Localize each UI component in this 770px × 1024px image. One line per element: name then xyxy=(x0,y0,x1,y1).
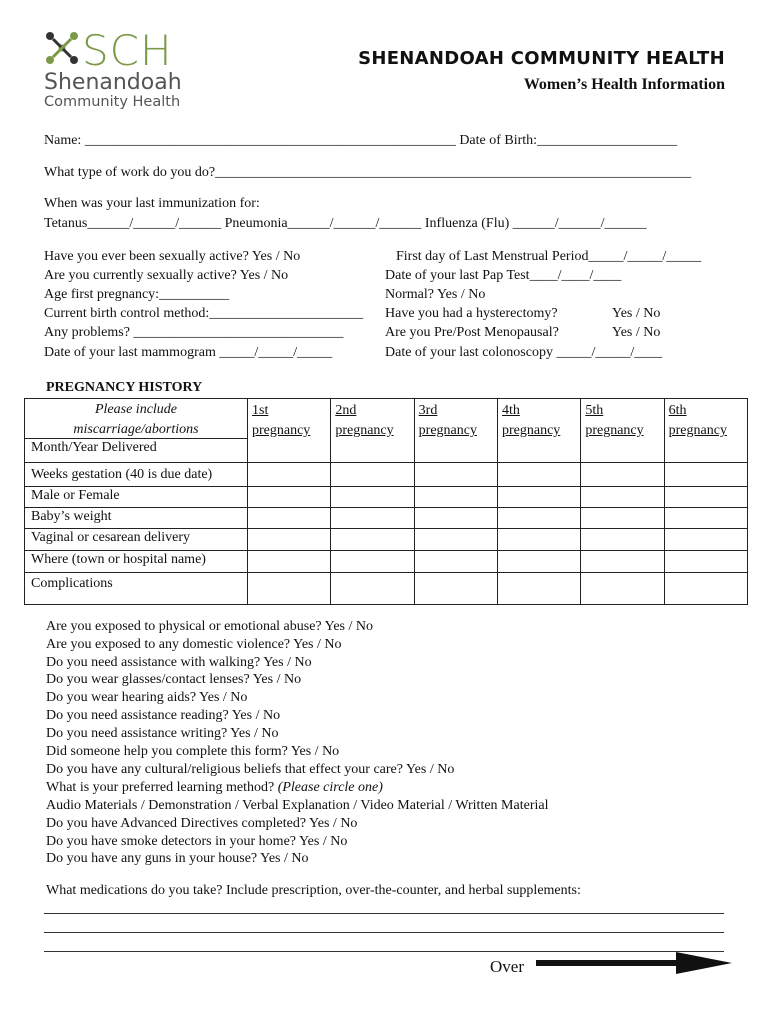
hysterectomy-answer[interactable]: Yes / No xyxy=(612,306,661,321)
question[interactable]: Do you have Advanced Directives completed? Yes / No xyxy=(46,816,358,831)
table-cell[interactable] xyxy=(581,551,664,573)
org-title: SHENANDOAH COMMUNITY HEALTH xyxy=(358,48,725,69)
table-cell[interactable] xyxy=(581,508,664,529)
learning-question xyxy=(46,779,383,796)
table-cell[interactable] xyxy=(248,463,331,487)
table-cell[interactable] xyxy=(331,573,414,605)
left-question[interactable]: Have you ever been sexually active? Yes / No xyxy=(44,249,301,264)
table-cell[interactable] xyxy=(664,463,747,487)
right-question[interactable]: Date of your last colonoscopy _____/_____/____ xyxy=(385,345,663,360)
column-header: 4th pregnancy xyxy=(497,399,580,463)
medications-question: What medications do you take? Include prescription, over-the-counter, and herbal supplements: xyxy=(46,883,581,898)
column-header: 6th pregnancy xyxy=(664,399,747,463)
table-cell[interactable] xyxy=(497,529,580,551)
table-cell[interactable] xyxy=(414,487,497,508)
question[interactable]: Do you have any cultural/religious beliefs that effect your care? Yes / No xyxy=(46,762,455,777)
right-question[interactable]: Date of your last Pap Test____/____/____ xyxy=(385,268,622,283)
left-question[interactable]: Date of your last mammogram _____/_____/_____ xyxy=(44,345,333,360)
question[interactable]: Do you wear hearing aids? Yes / No xyxy=(46,690,248,705)
table-cell[interactable] xyxy=(664,487,747,508)
row-label: Vaginal or cesarean delivery xyxy=(25,529,248,551)
table-row xyxy=(25,573,748,605)
arrow-right-icon xyxy=(536,952,732,974)
table-cell[interactable] xyxy=(331,529,414,551)
table-cell[interactable] xyxy=(664,508,747,529)
logo xyxy=(44,30,80,66)
row-label: Complications xyxy=(25,573,248,605)
table-cell[interactable] xyxy=(248,487,331,508)
immunization-question: When was your last immunization for: xyxy=(44,196,260,211)
table-cell[interactable] xyxy=(497,463,580,487)
left-question[interactable]: Any problems? ______________________________ xyxy=(44,325,344,340)
column-header: 1st pregnancy xyxy=(248,399,331,463)
logo-initials: SCH xyxy=(82,26,173,75)
table-cell[interactable] xyxy=(497,508,580,529)
logo-mark-icon xyxy=(44,30,80,66)
row-label: Month/Year Delivered xyxy=(25,439,248,463)
table-cell[interactable] xyxy=(414,551,497,573)
right-question[interactable]: First day of Last Menstrual Period_____/_____/_____ xyxy=(396,249,702,264)
right-question: Are you Pre/Post Menopausal? xyxy=(385,325,559,340)
table-cell[interactable] xyxy=(331,508,414,529)
logo-subtitle: Community Health xyxy=(44,94,181,110)
table-cell[interactable] xyxy=(414,529,497,551)
table-cell[interactable] xyxy=(581,573,664,605)
table-cell[interactable] xyxy=(497,573,580,605)
menopausal-answer[interactable]: Yes / No xyxy=(612,325,661,340)
medications-line[interactable] xyxy=(44,913,724,914)
right-question[interactable]: Normal? Yes / No xyxy=(385,287,486,302)
row-label: Weeks gestation (40 is due date) xyxy=(25,463,248,487)
table-cell[interactable] xyxy=(414,573,497,605)
right-question: Have you had a hysterectomy? xyxy=(385,306,558,321)
table-cell[interactable] xyxy=(581,487,664,508)
left-question[interactable]: Are you currently sexually active? Yes / No xyxy=(44,268,289,283)
logo-name: Shenandoah xyxy=(44,70,182,95)
note-line: miscarriage/abortions xyxy=(73,422,199,437)
table-cell[interactable] xyxy=(664,529,747,551)
question[interactable]: Do you have any guns in your house? Yes / No xyxy=(46,851,309,866)
pregnancy-history-title: PREGNANCY HISTORY xyxy=(46,380,203,395)
question[interactable]: Do you wear glasses/contact lenses? Yes / No xyxy=(46,672,302,687)
table-cell[interactable] xyxy=(331,551,414,573)
learning-options[interactable]: Audio Materials / Demonstration / Verbal Explanation / Video Material / Written Material xyxy=(46,798,549,813)
table-cell[interactable] xyxy=(331,487,414,508)
medications-line[interactable] xyxy=(44,932,724,933)
note-line: Please include xyxy=(94,402,178,417)
table-cell[interactable] xyxy=(581,529,664,551)
name-dob-field[interactable]: Name: _____________________________________________________ Date of Birth:____________________ xyxy=(44,133,678,148)
left-question[interactable]: Current birth control method:______________________ xyxy=(44,306,364,321)
work-field[interactable]: What type of work do you do?____________________________________________________________________ xyxy=(44,165,692,180)
table-cell[interactable] xyxy=(248,551,331,573)
question[interactable]: Do you need assistance writing? Yes / No xyxy=(46,726,279,741)
table-cell[interactable] xyxy=(581,463,664,487)
over-label: Over xyxy=(490,957,524,976)
table-cell[interactable] xyxy=(248,529,331,551)
learning-instruction: (Please circle one) xyxy=(277,780,383,795)
table-header-row xyxy=(25,399,748,439)
question[interactable]: Do you have smoke detectors in your home? Yes / No xyxy=(46,834,348,849)
left-question[interactable]: Age first pregnancy:__________ xyxy=(44,287,230,302)
question[interactable]: Are you exposed to physical or emotional abuse? Yes / No xyxy=(46,619,373,634)
table-cell[interactable] xyxy=(248,508,331,529)
learning-question-text: What is your preferred learning method? xyxy=(46,780,278,795)
column-header: 2nd pregnancy xyxy=(331,399,414,463)
table-row xyxy=(25,529,748,551)
table-row xyxy=(25,551,748,573)
table-row xyxy=(25,463,748,487)
column-header: 3rd pregnancy xyxy=(414,399,497,463)
row-label: Male or Female xyxy=(25,487,248,508)
table-cell[interactable] xyxy=(414,463,497,487)
table-cell[interactable] xyxy=(497,487,580,508)
table-cell[interactable] xyxy=(248,573,331,605)
table-cell[interactable] xyxy=(414,508,497,529)
table-cell[interactable] xyxy=(664,551,747,573)
question[interactable]: Are you exposed to any domestic violence? Yes / No xyxy=(46,637,342,652)
question[interactable]: Do you need assistance reading? Yes / No xyxy=(46,708,281,723)
table-cell[interactable] xyxy=(664,573,747,605)
table-row xyxy=(25,508,748,529)
form-title: Women’s Health Information xyxy=(523,76,725,93)
row-label: Where (town or hospital name) xyxy=(25,551,248,573)
pregnancy-table xyxy=(24,398,748,605)
immunization-dates[interactable]: Tetanus______/______/______ Pneumonia______/______/______ Influenza (Flu) ______/______/______ xyxy=(44,216,647,231)
question[interactable]: Did someone help you complete this form? Yes / No xyxy=(46,744,340,759)
column-header: 5th pregnancy xyxy=(581,399,664,463)
table-cell[interactable] xyxy=(331,463,414,487)
table-row xyxy=(25,487,748,508)
question[interactable]: Do you need assistance with walking? Yes / No xyxy=(46,655,312,670)
table-cell[interactable] xyxy=(497,551,580,573)
table-note xyxy=(25,399,248,439)
row-label: Baby’s weight xyxy=(25,508,248,529)
